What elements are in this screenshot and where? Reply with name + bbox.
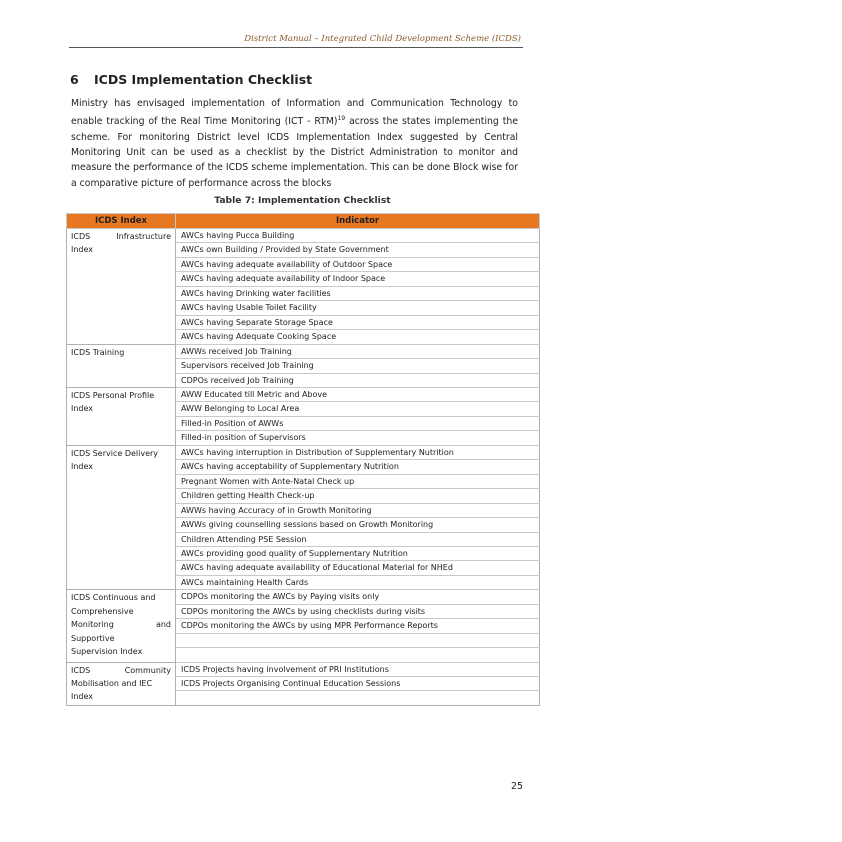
indicator-cell: AWW Belonging to Local Area bbox=[176, 402, 540, 416]
footnote-ref: 19 bbox=[337, 115, 346, 123]
indicator-cell: ICDS Projects having involvement of PRI Institutions bbox=[176, 662, 540, 676]
index-line: Comprehensive bbox=[71, 606, 134, 616]
indicator-cell bbox=[176, 691, 540, 705]
section-title: ICDS Implementation Checklist bbox=[94, 72, 313, 87]
index-line: Mobilisation and IEC bbox=[71, 679, 153, 689]
table-body bbox=[67, 229, 540, 706]
indicator-cell: CDPOs received Job Training bbox=[176, 373, 540, 387]
index-line: Index bbox=[71, 462, 94, 472]
column-header-indicator: Indicator bbox=[176, 214, 540, 229]
indicator-cell: Supervisors received Job Training bbox=[176, 359, 540, 373]
running-header: District Manual – Integrated Child Development Scheme (ICDS) bbox=[244, 34, 521, 44]
indicator-cell: AWCs own Building / Provided by State Government bbox=[176, 243, 540, 257]
indicator-cell: AWCs having Adequate Cooking Space bbox=[176, 330, 540, 344]
implementation-checklist-table bbox=[66, 213, 540, 706]
indicator-cell: AWWs received Job Training bbox=[176, 344, 540, 358]
indicator-cell: AWCs having acceptability of Supplementary Nutrition bbox=[176, 460, 540, 474]
indicator-cell: CDPOs monitoring the AWCs by Paying visits only bbox=[176, 590, 540, 604]
index-line: ICDS Service Delivery bbox=[71, 448, 159, 458]
indicator-cell: AWCs maintaining Health Cards bbox=[176, 575, 540, 589]
indicator-cell: AWCs having Pucca Building bbox=[176, 229, 540, 243]
intro-text-2: across the states implementing the scheme. For monitoring District level ICDS Implementation Index suggested by Central Monitoring Unit can be used as a checklist by the District Administration to monitor and measure the performance of the ICDS scheme implementation. This can be done Block wise for a comparative picture of performance across the blocks bbox=[71, 116, 518, 189]
table-header-row bbox=[67, 214, 540, 229]
section-heading bbox=[70, 72, 312, 87]
indicator-cell: CDPOs monitoring the AWCs by using MPR Performance Reports bbox=[176, 619, 540, 633]
index-line: Index bbox=[71, 404, 94, 414]
index-cell bbox=[67, 344, 176, 387]
index-line: Monitoring and bbox=[71, 620, 171, 630]
indicator-cell: AWCs having interruption in Distribution of Supplementary Nutrition bbox=[176, 445, 540, 459]
index-line: Supportive bbox=[71, 633, 115, 643]
table-row bbox=[67, 344, 540, 358]
intro-paragraph bbox=[71, 96, 518, 191]
index-cell bbox=[67, 445, 176, 590]
index-line: ICDS Community bbox=[71, 665, 171, 675]
indicator-cell: AWCs having adequate availability of Educational Material for NHEd bbox=[176, 561, 540, 575]
index-line: ICDS Personal Profile bbox=[71, 390, 155, 400]
section-number: 6 bbox=[70, 72, 79, 87]
table-row bbox=[67, 662, 540, 676]
indicator-cell: Filled-in position of Supervisors bbox=[176, 431, 540, 445]
index-line: ICDS Training bbox=[71, 347, 125, 357]
intro-text-1: Ministry has envisaged implementation of Information and Communication Technology to enable tracking of the Real Time Monitoring (ICT - RTM) bbox=[71, 98, 518, 128]
indicator-cell bbox=[176, 648, 540, 662]
table-caption: Table 7: Implementation Checklist bbox=[214, 195, 391, 206]
table-row bbox=[67, 590, 540, 604]
index-cell bbox=[67, 662, 176, 705]
header-rule bbox=[69, 47, 523, 48]
page-number: 25 bbox=[511, 781, 524, 792]
index-line: ICDS Continuous and bbox=[71, 593, 156, 603]
index-line: Index bbox=[71, 245, 94, 255]
indicator-cell: AWCs having adequate availability of Outdoor Space bbox=[176, 257, 540, 271]
indicator-cell bbox=[176, 633, 540, 647]
indicator-cell: Pregnant Women with Ante-Natal Check up bbox=[176, 474, 540, 488]
column-header-index: ICDS Index bbox=[67, 214, 176, 229]
indicator-cell: AWWs giving counselling sessions based on Growth Monitoring bbox=[176, 518, 540, 532]
indicator-cell: Filled-in Position of AWWs bbox=[176, 416, 540, 430]
indicator-cell: ICDS Projects Organising Continual Education Sessions bbox=[176, 677, 540, 691]
indicator-cell: AWWs having Accuracy of in Growth Monitoring bbox=[176, 503, 540, 517]
indicator-cell: CDPOs monitoring the AWCs by using checklists during visits bbox=[176, 604, 540, 618]
indicator-cell: Children getting Health Check-up bbox=[176, 489, 540, 503]
index-line: ICDS Infrastructure bbox=[71, 232, 171, 241]
index-cell bbox=[67, 229, 176, 345]
indicator-cell: AWCs having Drinking water facilities bbox=[176, 286, 540, 300]
indicator-cell: AWCs having Separate Storage Space bbox=[176, 315, 540, 329]
indicator-cell: AWCs having Usable Toilet Facility bbox=[176, 301, 540, 315]
indicator-cell: AWCs having adequate availability of Indoor Space bbox=[176, 272, 540, 286]
index-cell bbox=[67, 590, 176, 662]
index-cell bbox=[67, 387, 176, 445]
indicator-cell: AWW Educated till Metric and Above bbox=[176, 387, 540, 401]
index-line: Index bbox=[71, 692, 94, 702]
table-row bbox=[67, 445, 540, 459]
index-line: Supervision Index bbox=[71, 647, 143, 657]
table-row bbox=[67, 387, 540, 401]
indicator-cell: AWCs providing good quality of Supplementary Nutrition bbox=[176, 546, 540, 560]
table-row bbox=[67, 229, 540, 243]
indicator-cell: Children Attending PSE Session bbox=[176, 532, 540, 546]
